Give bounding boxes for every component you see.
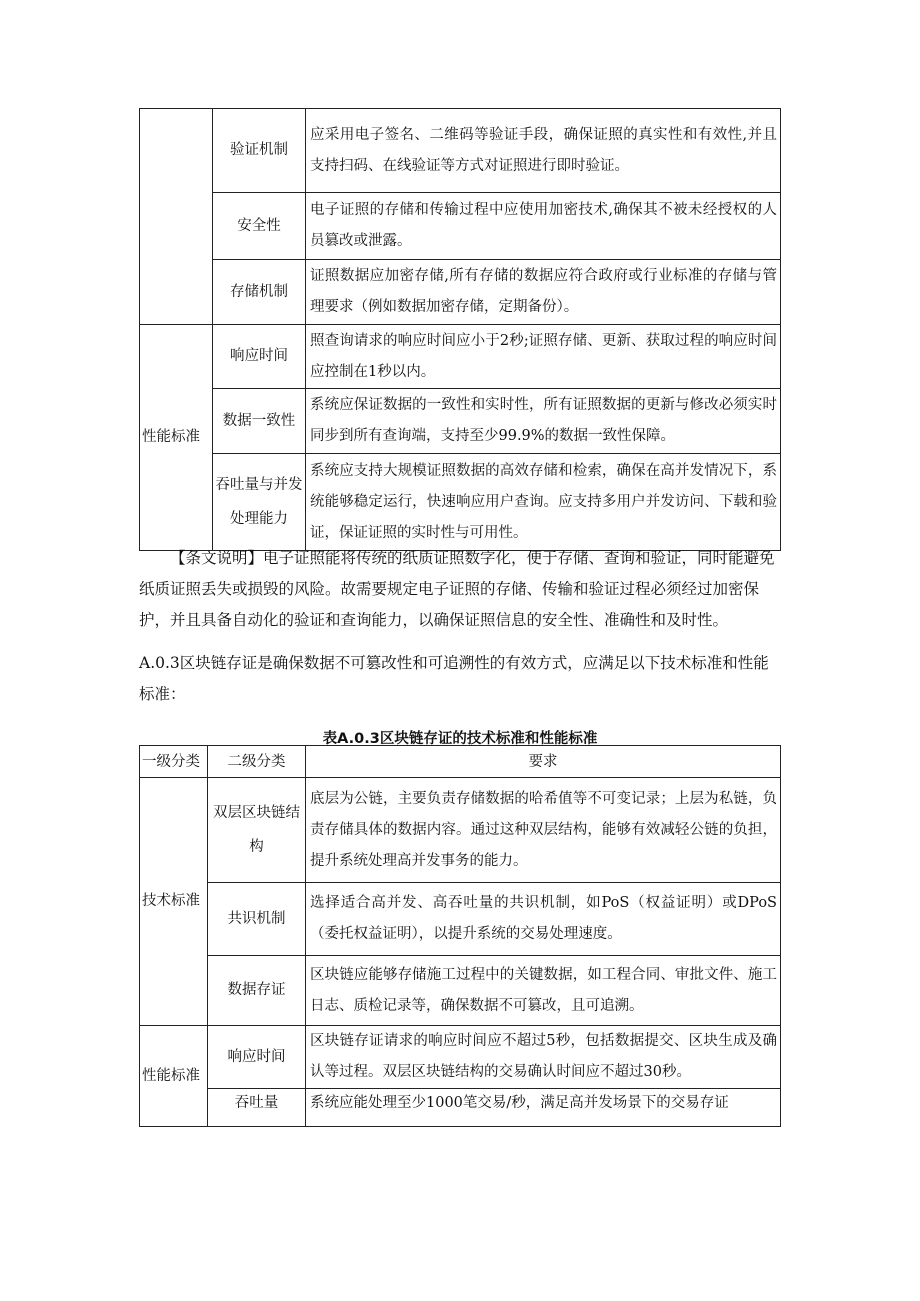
table-row	[140, 778, 781, 883]
subcategory-cell: 安全性	[213, 193, 306, 260]
table-row	[140, 883, 781, 956]
requirement-cell: 证照数据应加密存储,所有存储的数据应符合政府或行业标准的存储与管理要求（例如数据加密存储，定期备份）。	[306, 260, 781, 325]
requirement-cell: 电子证照的存储和传输过程中应使用加密技术,确保其不被未经授权的人员篡改或泄露。	[306, 193, 781, 260]
table-row	[140, 1026, 781, 1089]
subcategory-cell: 数据一致性	[213, 389, 306, 454]
subcategory-cell: 验证机制	[213, 109, 306, 193]
category-cell: 性能标准	[140, 1026, 208, 1127]
requirement-cell: 底层为公链，主要负责存储数据的哈希值等不可变记录；上层为私链，负责存储具体的数据内容。通过这种双层结构，能够有效减轻公链的负担，提升系统处理高并发事务的能力。	[306, 778, 781, 883]
table-header-row	[140, 746, 781, 778]
table-electronic-license	[139, 108, 781, 551]
subcategory-cell: 双层区块链结构	[208, 778, 306, 883]
requirement-cell: 区块链应能够存储施工过程中的关键数据，如工程合同、审批文件、施工日志、质检记录等，确保数据不可篡改，且可追溯。	[306, 956, 781, 1026]
requirement-cell: 系统应支持大规模证照数据的高效存储和检索，确保在高并发情况下，系统能够稳定运行，快速响应用户查询。应支持多用户并发访问、下载和验证，保证证照的实时性与可用性。	[306, 454, 781, 551]
requirement-cell: 区块链存证请求的响应时间应不超过5秒，包括数据提交、区块生成及确认等过程。双层区块链结构的交易确认时间应不超过30秒。	[306, 1026, 781, 1089]
table-row	[140, 956, 781, 1026]
table-row	[140, 454, 781, 551]
table-blockchain	[139, 745, 781, 1127]
clause-explanation: 【条文说明】电子证照能将传统的纸质证照数字化，便于存储、查询和验证，同时能避免纸质证照丢失或损毁的风险。故需要规定电子证照的存储、传输和验证过程必须经过加密保护，并且具备自动化的验证和查询能力，以确保证照信息的安全性、准确性和及时性。	[139, 549, 775, 629]
category-cell: 性能标准	[140, 325, 213, 551]
requirement-cell: 系统应能处理至少1000笔交易/秒，满足高并发场景下的交易存证	[306, 1089, 781, 1127]
table-row	[140, 389, 781, 454]
table-row	[140, 109, 781, 193]
requirement-cell: 选择适合高并发、高吞吐量的共识机制，如PoS（权益证明）或DPoS（委托权益证明），以提升系统的交易处理速度。	[306, 883, 781, 956]
subcategory-cell: 吞吐量与并发处理能力	[213, 454, 306, 551]
header-cell: 一级分类	[140, 746, 208, 778]
subcategory-cell: 吞吐量	[208, 1089, 306, 1127]
header-cell: 要求	[306, 746, 781, 778]
subcategory-cell: 响应时间	[208, 1026, 306, 1089]
subcategory-cell: 数据存证	[208, 956, 306, 1026]
requirement-cell: 照查询请求的响应时间应小于2秒;证照存储、更新、获取过程的响应时间应控制在1秒以内。	[306, 325, 781, 389]
subcategory-cell: 存储机制	[213, 260, 306, 325]
header-cell: 二级分类	[208, 746, 306, 778]
category-cell	[140, 109, 213, 325]
requirement-cell: 系统应保证数据的一致性和实时性，所有证照数据的更新与修改必须实时同步到所有查询端，支持至少99.9%的数据一致性保障。	[306, 389, 781, 454]
requirement-cell: 应采用电子签名、二维码等验证手段，确保证照的真实性和有效性,并且支持扫码、在线验证等方式对证照进行即时验证。	[306, 109, 781, 193]
table-row	[140, 325, 781, 389]
table-row	[140, 193, 781, 260]
subcategory-cell: 响应时间	[213, 325, 306, 389]
category-cell: 技术标准	[140, 778, 208, 1026]
table-caption: 表A.0.3区块链存证的技术标准和性能标准	[322, 731, 598, 747]
table-row	[140, 1089, 781, 1127]
subcategory-cell: 共识机制	[208, 883, 306, 956]
table-row	[140, 260, 781, 325]
section-a03-intro: A.0.3区块链存证是确保数据不可篡改性和可追溯性的有效方式，应满足以下技术标准和性能标准：	[139, 654, 769, 703]
